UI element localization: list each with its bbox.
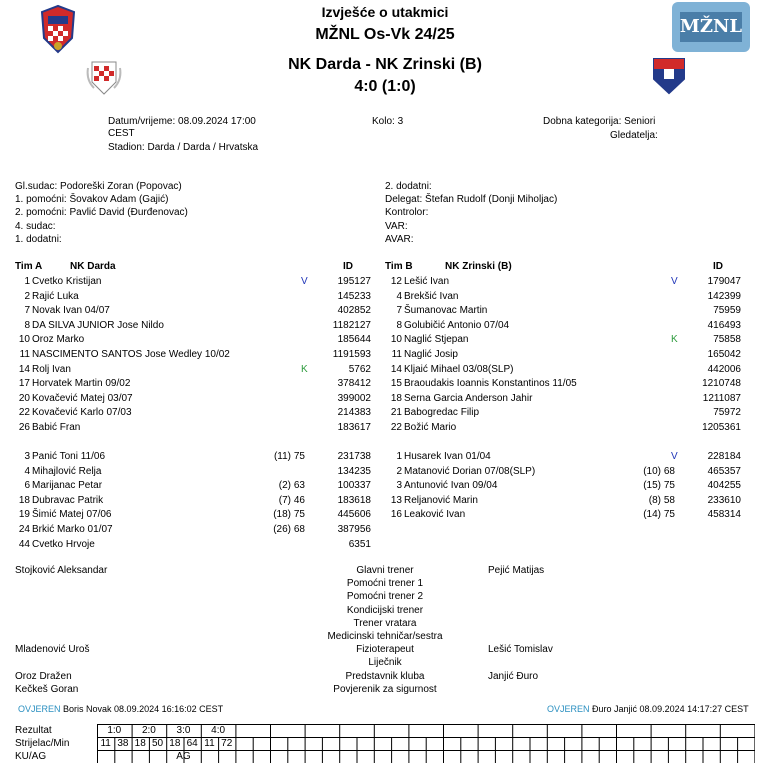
county-logo [86,58,122,98]
scorer-minute: 64 [186,738,198,749]
player-row [8,348,371,362]
player-number: 17 [18,378,30,390]
staff-role: Kondicijski trener [346,604,424,616]
scorer-label: Strijelac/Min [15,738,70,749]
scorer-minute: 18 [134,738,146,749]
player-name: Oroz Marko [32,334,85,346]
staff-role: Pomoćni trener 2 [346,591,424,603]
scorer-minute: 50 [151,738,164,749]
player-name: Rajić Luka [32,290,79,302]
player-id: 145233 [337,290,371,302]
player-name: Rolj Ivan [32,363,71,375]
team-a-id-header: ID [343,261,353,272]
staff-name-right: Janjić Đuro [488,670,539,682]
player-name: Husarek Ivan 01/04 [404,451,491,462]
player-row [380,363,740,377]
player-row [8,290,371,304]
official-line: 2. pomoćni: Pavlić David (Đurđenovac) [15,207,188,218]
replaced-player: (14) [643,509,661,521]
player-id: 445606 [337,509,371,521]
ku-value: AG [176,751,191,762]
replaced-player: (8) [648,494,661,506]
player-name: Šimić Matej 07/06 [32,509,112,521]
player-id: 165042 [707,349,741,360]
player-id: 378412 [337,378,371,390]
player-id: 1182127 [332,319,371,331]
player-id: 75972 [713,407,741,419]
official-line: Delegat: Štefan Rudolf (Donji Miholjac) [385,194,558,205]
verified-label: OVJEREN [547,704,590,714]
player-number: 11 [19,349,30,360]
player-id: 195127 [337,276,371,287]
player-name: Naglić Josip [404,349,458,360]
player-id: 404255 [707,480,741,492]
player-id: 214383 [337,407,371,419]
player-name: Lešić Ivan [404,276,450,287]
player-row [8,406,371,420]
official-line: 2. dodatni: [385,181,432,192]
replaced-player: (18) [273,509,291,521]
player-id: 5762 [348,363,371,375]
player-number: 21 [390,407,402,419]
player-number: 8 [396,319,402,331]
player-name: Marijanac Petar [32,480,103,492]
player-name: Kljaić Mihael 03/08(SLP) [404,363,514,375]
player-name: DA SILVA JUNIOR Jose Nildo [32,319,164,331]
sub-minute: 68 [293,524,305,535]
result-score: 4:0 [211,725,226,736]
verified-text: Boris Novak 08.09.2024 16:16:02 CEST [63,704,224,714]
player-id: 1211087 [702,392,741,404]
player-number: 26 [18,422,30,433]
age-category: Dobna kategorija: Seniori [543,116,656,127]
scorer-minute: 18 [169,738,181,749]
player-name: Reljanović Marin [404,494,478,506]
player-id: 75959 [713,305,741,317]
player-name: Kovačević Karlo 07/03 [32,407,132,419]
player-number: 24 [18,524,30,535]
player-id: 1205361 [702,422,741,433]
result-score: 1:0 [107,725,122,736]
mznl-logo-text: MŽNL [679,16,743,37]
staff-name-left: Mladenović Uroš [15,644,90,656]
sub-row [8,508,371,522]
player-number: 10 [18,334,30,346]
player-name: Panić Toni 11/06 [32,451,106,462]
team-b-name: NK Zrinski (B) [445,261,512,272]
player-number: 18 [390,392,402,404]
sub-row [8,538,371,552]
goalkeeper-mark: V [671,276,678,287]
staff-name-left: Kečkeš Goran [15,683,79,695]
player-row [8,421,371,435]
official-line: Gl.sudac: Podoreški Zoran (Popovac) [15,181,182,192]
verify-left [18,704,223,714]
player-number: 4 [24,465,30,477]
player-id: 134235 [337,465,371,477]
staff-role: Pomoćni trener 1 [346,578,424,590]
captain-mark: K [671,334,678,346]
player-name: Babić Fran [32,422,81,433]
player-number: 22 [18,407,30,419]
goalkeeper-mark: V [301,276,308,287]
spectators: Gledatelja: [610,130,658,141]
official-line: Kontrolor: [385,207,429,218]
staff-role: Predstavnik kluba [345,670,425,682]
player-number: 18 [18,494,30,506]
sub-minute: 63 [293,480,305,492]
replaced-player: (10) [643,465,661,477]
player-row [8,333,371,347]
player-name: Cvetko Kristijan [32,276,102,287]
player-row [380,333,740,347]
sub-row [8,494,371,508]
player-name: Dubravac Patrik [32,494,104,506]
result-score: 3:0 [176,725,191,736]
player-row [380,290,740,304]
player-name: Brekšić Ivan [404,290,459,302]
league-title: MŽNL Os-Vk 24/25 [315,26,455,43]
player-number: 16 [390,509,402,521]
result-score: 2:0 [141,725,156,736]
mznl-logo [672,2,750,52]
scorer-minute: 38 [117,738,129,749]
player-number: 8 [24,319,30,331]
sub-row [8,479,371,493]
player-number: 14 [390,363,402,375]
player-row [8,392,371,406]
player-row [380,348,740,362]
player-row [380,275,740,289]
player-row [380,421,740,435]
player-name: Leaković Ivan [404,509,466,521]
player-number: 11 [391,349,402,360]
player-number: 19 [18,509,30,521]
player-name: Kovačević Matej 03/07 [32,392,133,404]
player-row [8,304,371,318]
official-line: VAR: [385,221,408,232]
player-name: NASCIMENTO SANTOS Jose Wedley 10/02 [32,349,230,360]
results-grid [97,724,755,763]
player-number: 10 [390,334,402,346]
replaced-player: (7) [278,494,291,506]
player-id: 1210748 [702,378,741,390]
player-number: 3 [396,480,402,492]
player-name: Horvatek Martin 09/02 [32,378,131,390]
player-id: 75858 [713,334,741,346]
player-id: 142399 [707,290,741,302]
player-id: 402852 [337,305,371,317]
sub-row [380,508,740,522]
player-number: 7 [396,305,402,317]
hns-logo [38,4,78,54]
staff-name-right: Pejić Matijas [488,565,545,576]
player-row [8,363,371,377]
player-number: 6 [24,480,30,492]
sub-minute: 58 [663,494,675,506]
player-id: 233610 [707,494,741,506]
staff-name-left: Stojković Aleksandar [15,565,108,576]
staff-role: Liječnik [368,657,402,669]
player-id: 100337 [337,480,371,492]
round: Kolo: 3 [372,116,404,127]
player-row [8,319,371,333]
player-number: 1 [396,451,402,462]
report-title: Izvješće o utakmici [321,4,449,20]
staff-name-right: Lešić Tomislav [488,644,553,656]
player-row [8,275,371,289]
player-row [380,304,740,318]
team-a-label: Tim A [15,261,43,272]
player-name: Golubičić Antonio 07/04 [404,319,510,331]
player-number: 20 [18,392,30,404]
replaced-player: (15) [643,480,661,492]
sub-minute: 75 [293,451,305,462]
player-name: Matanović Dorian 07/08(SLP) [404,465,536,477]
player-id: 458314 [707,509,741,521]
official-line: 4. sudac: [15,221,56,232]
sub-minute: 68 [663,465,675,477]
player-id: 228184 [707,451,741,462]
player-name: Babogredac Filip [404,407,480,419]
player-name: Novak Ivan 04/07 [32,305,110,317]
player-name: Šumanovac Martin [404,305,488,317]
staff-role: Povjerenik za sigurnost [333,683,437,695]
timezone: CEST [108,128,135,139]
verify-right [547,704,749,714]
staff-role: Fizioterapeut [356,644,414,656]
player-number: 15 [390,378,402,390]
sub-minute: 46 [293,494,305,506]
sub-row [8,523,371,537]
player-id: 183617 [337,422,371,433]
player-name: Brkić Marko 01/07 [32,524,113,535]
player-id: 465357 [707,465,741,477]
player-id: 387956 [337,524,371,535]
team-a-name: NK Darda [70,261,116,272]
player-number: 4 [396,290,402,302]
player-number: 1 [24,276,30,287]
scorer-minute: 11 [100,738,111,749]
scorer-minute: 11 [204,738,215,749]
zrinski-logo [650,55,688,97]
ku-label: KU/AG [15,751,47,762]
player-number: 22 [390,422,402,433]
staff-role: Medicinski tehničar/sestra [327,631,443,642]
player-row [380,406,740,420]
match-title: NK Darda - NK Zrinski (B) [288,56,482,73]
team-b-id-header: ID [713,261,723,272]
player-name: Mihajlović Relja [32,465,102,477]
sub-row [8,465,371,479]
sub-row [380,479,740,493]
player-number: 3 [24,451,30,462]
player-id: 185644 [337,334,371,346]
staff-role: Glavni trener [356,565,414,576]
player-number: 44 [18,538,30,550]
player-id: 179047 [707,276,741,287]
sub-minute: 75 [293,509,305,521]
player-id: 442006 [707,363,741,375]
player-name: Braoudakis Ioannis Konstantinos 11/05 [404,378,577,390]
player-id: 231738 [337,451,371,462]
official-line: AVAR: [385,234,414,245]
verified-text: Đuro Janjić 08.09.2024 14:17:27 CEST [592,704,749,714]
staff-role: Trener vratara [353,617,417,629]
player-name: Božić Mario [404,422,457,433]
result-label: Rezultat [15,725,52,736]
player-id: 183618 [337,494,371,506]
stadium: Stadion: Darda / Darda / Hrvatska [108,142,259,153]
player-number: 13 [390,494,402,506]
player-row [8,377,371,391]
sub-row [380,494,740,508]
captain-mark: K [301,363,308,375]
player-name: Cvetko Hrvoje [32,538,95,550]
replaced-player: (11) [273,451,291,462]
sub-row [380,465,740,479]
player-id: 399002 [337,392,371,404]
player-row [380,392,740,406]
official-line: 1. dodatni: [15,234,62,245]
player-number: 12 [390,276,402,287]
player-id: 6351 [348,538,371,550]
player-name: Antunović Ivan 09/04 [404,480,498,492]
replaced-player: (26) [273,524,291,535]
score: 4:0 (1:0) [354,78,416,95]
scorer-minute: 72 [221,738,233,749]
team-b-label: Tim B [385,261,413,272]
player-name: Serna Garcia Anderson Jahir [404,392,533,404]
player-row [380,377,740,391]
player-name: Naglić Stjepan [404,334,469,346]
verified-label: OVJEREN [18,704,61,714]
sub-row [380,450,740,464]
replaced-player: (2) [278,480,291,492]
player-number: 2 [24,290,30,302]
sub-minute: 75 [663,509,675,521]
player-id: 1191593 [332,349,371,360]
datetime: Datum/vrijeme: 08.09.2024 17:00 [108,116,256,127]
player-row [380,319,740,333]
goalkeeper-mark: V [671,451,678,462]
player-number: 2 [396,465,402,477]
sub-minute: 75 [663,480,675,492]
staff-name-left: Oroz Dražen [15,670,72,682]
sub-row [8,450,371,464]
player-id: 416493 [707,319,741,331]
player-number: 14 [18,363,30,375]
player-number: 7 [24,305,30,317]
official-line: 1. pomoćni: Šovakov Adam (Gajić) [15,194,169,205]
